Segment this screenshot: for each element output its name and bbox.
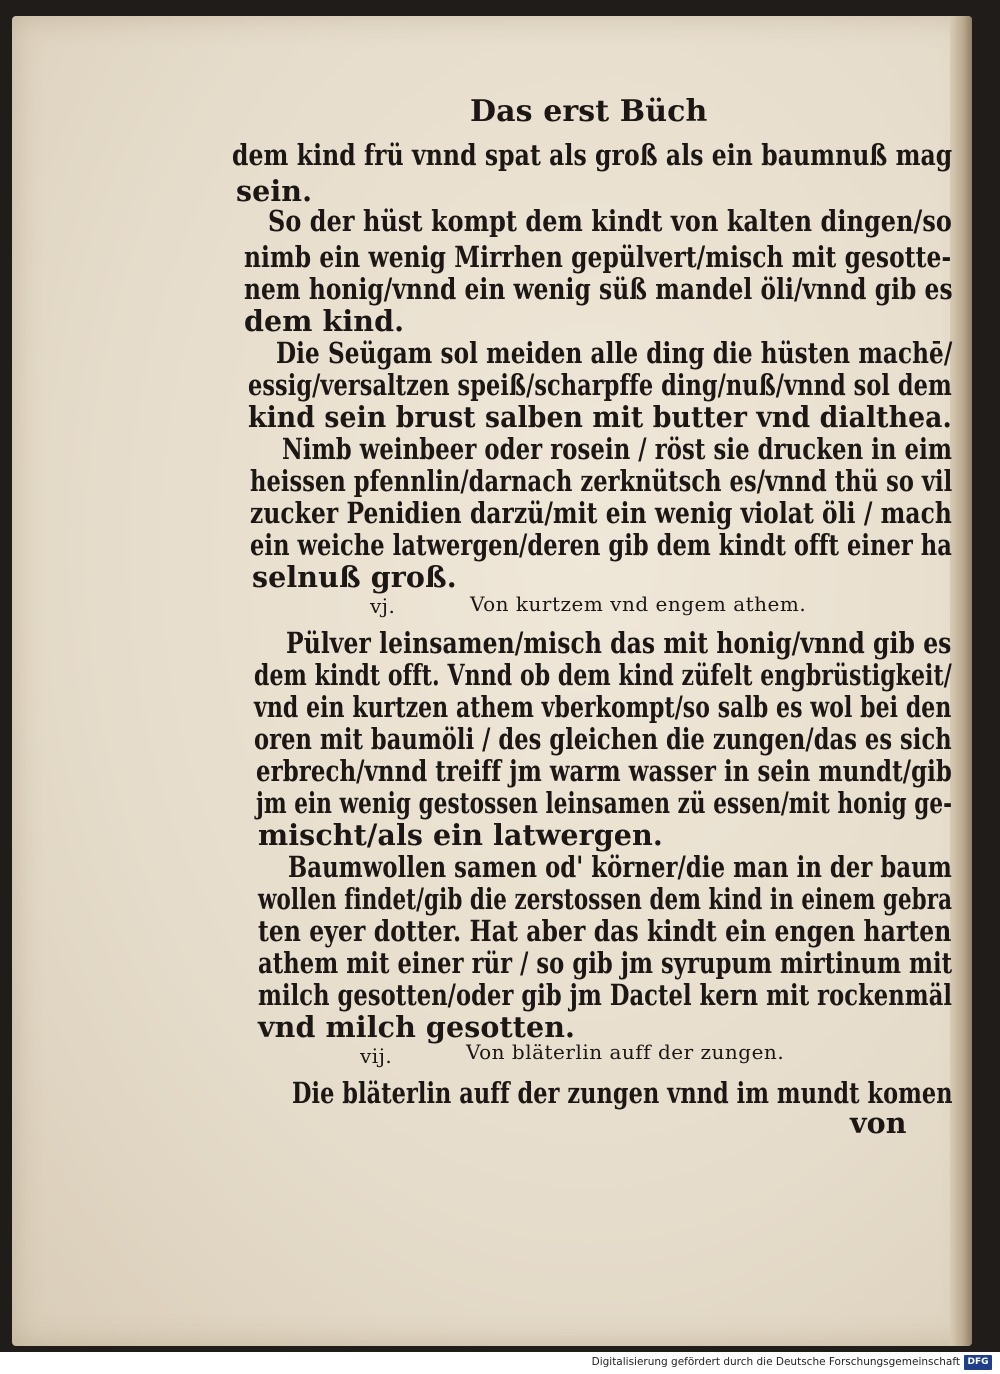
text-line: mischt/als ein latwergen. xyxy=(258,818,663,852)
text-line: selnuß groß. xyxy=(252,560,457,594)
text-line: ein weiche latwergen/deren gib dem kindt offt einer ha xyxy=(250,528,952,562)
text-line: oren mit baumöli / des gleichen die zungen/das es sich xyxy=(254,722,952,756)
text-line: So der hüst kompt dem kindt von kalten dingen/so xyxy=(268,204,952,238)
text-line: wollen findet/gib die zerstossen dem kind in einem gebra xyxy=(258,882,953,916)
text-line: kind sein brust salben mit butter vnd dialthea. xyxy=(248,400,952,434)
text-line: Die Seügam sol meiden alle ding die hüsten machē/ xyxy=(276,336,953,370)
text-line: milch gesotten/oder gib jm Dactel kern mit rockenmäl xyxy=(258,978,953,1012)
footer-credit: Digitalisierung gefördert durch die Deutsche Forschungsgemeinschaft xyxy=(591,1356,960,1368)
section-number: vij. xyxy=(360,1044,393,1068)
text-line: dem kindt offt. Vnnd ob dem kind züfelt engbrüstigkeit/ xyxy=(254,658,952,692)
dfg-logo-icon: DFG xyxy=(964,1355,992,1370)
text-line: sein. xyxy=(236,174,313,208)
text-line: vnd milch gesotten. xyxy=(258,1010,576,1044)
text-line: dem kind frü vnnd spat als groß als ein baumnuß mag xyxy=(232,138,953,172)
text-line: heissen pfennlin/darnach zerknütsch es/vnnd thü so vil xyxy=(250,464,953,498)
text-line: essig/versaltzen speiß/scharpffe ding/nuß/vnnd sol dem xyxy=(248,368,952,402)
text-line: vnd ein kurtzen athem vberkompt/so salb es wol bei den xyxy=(254,690,952,724)
text-line: athem mit einer rür / so gib jm syrupum mirtinum mit xyxy=(258,946,953,980)
text-line: Die bläterlin auff der zungen vnnd im mundt komen xyxy=(292,1076,953,1110)
text-line: dem kind. xyxy=(244,304,405,338)
text-line: erbrech/vnnd treiff jm warm wasser in sein mundt/gib xyxy=(256,754,952,788)
text-line: Pülver leinsamen/misch das mit honig/vnnd gib es xyxy=(286,626,952,660)
text-line: nimb ein wenig Mirrhen gepülvert/misch mit gesotte- xyxy=(244,240,952,274)
section-number: vj. xyxy=(370,594,396,618)
section-title: Von bläterlin auff der zungen. xyxy=(466,1040,785,1064)
text-line: ten eyer dotter. Hat aber das kindt ein engen harten xyxy=(258,914,952,948)
text-line: Nimb weinbeer oder rosein / röst sie drucken in eim xyxy=(282,432,952,466)
catchword: von xyxy=(850,1106,907,1140)
text-line: Baumwollen samen od' körner/die man in der baum xyxy=(288,850,952,884)
text-line: zucker Penidien darzü/mit ein wenig violat öli / mach xyxy=(250,496,952,530)
text-line: jm ein wenig gestossen leinsamen zü essen/mit honig ge- xyxy=(256,786,953,820)
section-title: Von kurtzem vnd engem athem. xyxy=(470,592,807,616)
text-line: nem honig/vnnd ein wenig süß mandel öli/vnnd gib es xyxy=(244,272,953,306)
running-head: Das erst Büch xyxy=(470,94,708,129)
footer-bar xyxy=(0,1352,1000,1374)
